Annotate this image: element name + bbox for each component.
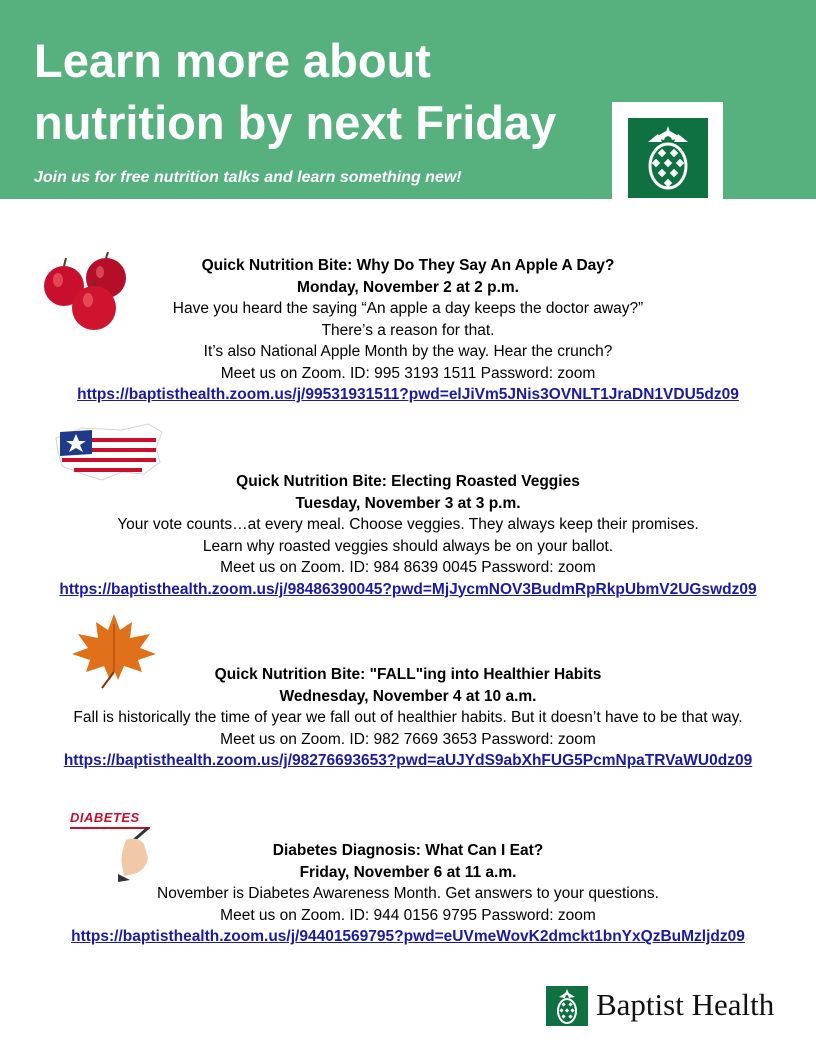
event-title: Quick Nutrition Bite: "FALL"ing into Healthier Habits [214,666,602,683]
event-date: Monday, November 2 at 2 p.m. [297,278,519,296]
event-description: Your vote counts…at every meal. Choose veggies. They always keep their promises. [117,516,699,533]
event-title: Diabetes Diagnosis: What Can I Eat? [272,842,544,859]
event-zoom-info: Meet us on Zoom. ID: 984 8639 0045 Password: zoom [220,559,596,576]
footer-pineapple-icon [546,986,588,1026]
event-description: There’s a reason for that. [321,321,495,339]
event-description: Have you heard the saying “An apple a day keeps the doctor away?” [172,300,644,317]
event-diabetes [0,840,816,948]
event-date: Friday, November 6 at 11 a.m. [299,863,517,881]
event-description: Learn why roasted veggies should always be on your ballot. [202,537,614,555]
event-title: Quick Nutrition Bite: Why Do They Say An Apple A Day? [201,257,615,274]
footer-brand: Baptist Health [596,987,775,1022]
zoom-link[interactable]: https://baptisthealth.zoom.us/j/94401569795?pwd=eUVmeWovK2dmckt1bnYxQzBuMzljdz09 [71,928,745,945]
event-description: Fall is historically the time of year we fall out of healthier habits. But it doesn’t have to be that way. [73,709,743,726]
event-date: Wednesday, November 4 at 10 a.m. [279,687,537,705]
event-date: Tuesday, November 3 at 3 p.m. [295,494,521,512]
event-description: It’s also National Apple Month by the way. Hear the crunch? [203,343,613,360]
event-title: Quick Nutrition Bite: Electing Roasted Veggies [236,473,580,490]
event-apple [0,255,816,406]
event-zoom-info: Meet us on Zoom. ID: 982 7669 3653 Password: zoom [220,730,596,748]
event-zoom-info: Meet us on Zoom. ID: 995 3193 1511 Password: zoom [220,364,596,382]
header-banner [0,0,816,199]
page-title [34,30,556,154]
diabetes-handwritten-text: DIABETES [70,810,140,825]
event-veggies [0,471,816,600]
zoom-link[interactable]: https://baptisthealth.zoom.us/j/98276693653?pwd=aUJYdS9abXhFUG5PcmNpaTRVaWU0dz09 [63,752,753,769]
title-line-1: Learn more about [34,34,431,87]
pineapple-logo-icon [628,118,708,198]
event-description: November is Diabetes Awareness Month. Get answers to your questions. [157,885,659,902]
zoom-link[interactable]: https://baptisthealth.zoom.us/j/98486390045?pwd=MjJycmNOV3BudmRpRkpUbmV2UGswdz09 [59,580,757,598]
title-line-2: nutrition by next Friday [34,96,557,149]
event-fall [0,664,816,772]
header-logo [612,102,723,199]
page-subtitle: Join us for free nutrition talks and learn something new! [34,169,462,186]
event-zoom-info: Meet us on Zoom. ID: 944 0156 9795 Password: zoom [220,906,596,924]
zoom-link[interactable]: https://baptisthealth.zoom.us/j/99531931511?pwd=elJiVm5JNis3OVNLT1JraDN1VDU5dz09 [77,386,739,403]
